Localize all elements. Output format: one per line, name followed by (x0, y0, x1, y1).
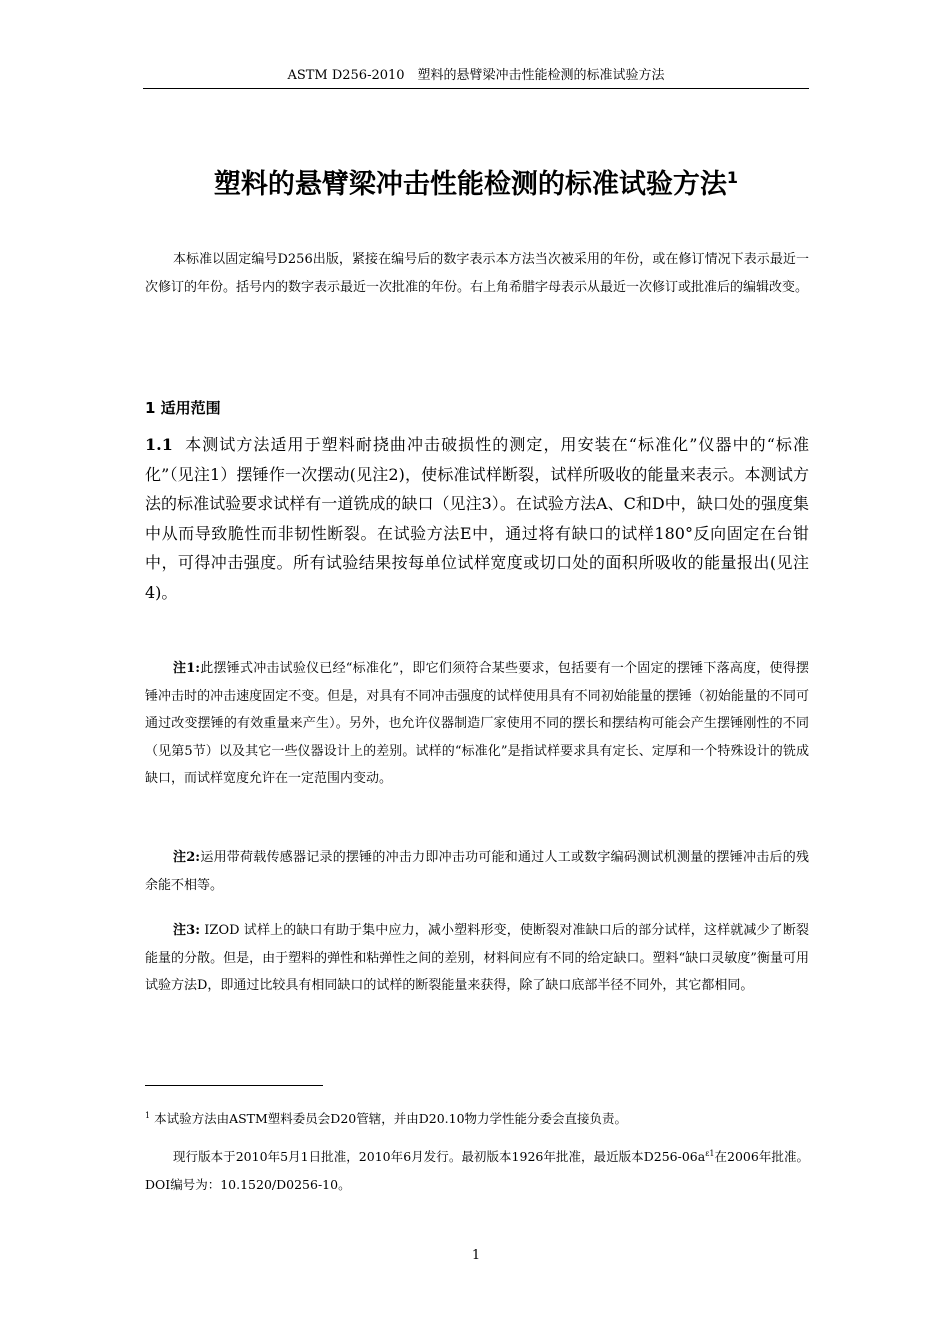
footnote-separator (145, 1085, 323, 1086)
section-heading-scope: 1 适用范围 (145, 399, 221, 417)
intro-paragraph: 本标准以固定编号D256出版，紧接在编号后的数字表示本方法当次被采用的年份，或在修订情况下表示最近一次修订的年份。括号内的数字表示最近一次批准的年份。右上角希腊字母表示从最近一次修订或批准后的编辑改变。 (145, 252, 809, 295)
note-text: IZOD 试样上的缺口有助于集中应力，减小塑料形变，使断裂对准缺口后的部分试样，这样就减少了断裂能量的分散。但是，由于塑料的弹性和粘弹性之间的差别，材料间应有不同的给定缺口。塑料“缺口灵敏度”衡量可用试验方法D，即通过比较具有相同缺口的试样的断裂能量来获得，除了缺口底部半径不同外，其它都相同。 (145, 923, 809, 993)
paragraph-number: 1.1 (145, 435, 173, 454)
note-1 (145, 655, 809, 793)
title-footnote-mark: 1 (726, 168, 739, 187)
paragraph-text: 本测试方法适用于塑料耐挠曲冲击破损性的测定，用安装在“标准化”仪器中的“标准化”（见注1）摆锤作一次摆动(见注2)，使标准试样断裂，试样所吸收的能量来表示。本测试方法的标准试验要求试样有一道铣成的缺口（见注3）。在试验方法A、C和D中，缺口处的强度集中从而导致脆性而非韧性断裂。在试验方法E中，通过将有缺口的试样180°反向固定在台钳中，可得冲击强度。所有试验结果按每单位试样宽度或切口处的面积所吸收的能量报出(见注4)。 (145, 435, 809, 602)
note-text: 运用带荷载传感器记录的摆锤的冲击力即冲击功可能和通过人工或数字编码测试机测量的摆锤冲击后的残余能不相等。 (145, 850, 809, 893)
paragraph-1-1 (145, 430, 809, 607)
note-label: 注1: (173, 661, 201, 676)
note-2 (145, 844, 809, 899)
note-text: 此摆锤式冲击试验仪已经“标准化”，即它们须符合某些要求，包括要有一个固定的摆锤下落高度，使得摆锤冲击时的冲击速度固定不变。但是，对具有不同冲击强度的试样使用具有不同初始能量的摆锤（初始能量的不同可通过改变摆锤的有效重量来产生）。另外，也允许仪器制造厂家使用不同的摆长和摆结构可能会产生摆锤刚性的不同（见第5节）以及其它一些仪器设计上的差别。试样的“标准化”是指试样要求具有定长、定厚和一个特殊设计的铣成缺口，而试样宽度允许在一定范围内变动。 (145, 661, 809, 786)
document-title (143, 158, 809, 205)
footnote-1 (145, 1104, 809, 1131)
page-number: 1 (471, 1248, 481, 1263)
footnote-text: 本试验方法由ASTM塑料委员会D20管辖，并由D20.10物力学性能分委会直接负责。 (150, 1111, 628, 1127)
footnote-mark: 1 (145, 1111, 151, 1120)
note-3 (145, 917, 809, 1000)
footnote-text-pre: 现行版本于2010年5月1日批准，2010年6月发行。最初版本1926年批准，最近版本D256-06a (173, 1149, 706, 1165)
running-header: ASTM D256-2010 塑料的悬臂梁冲击性能检测的标准试验方法 (287, 68, 665, 83)
note-label: 注3: (173, 923, 200, 938)
header-divider (143, 88, 809, 89)
title-text: 塑料的悬臂梁冲击性能检测的标准试验方法 (213, 169, 727, 200)
note-label: 注2: (173, 850, 201, 865)
footnote-approval (145, 1140, 809, 1199)
footnote-superscript: ε1 (705, 1149, 715, 1158)
footnote-text-post: 在2006年批准。DOI编号为：10.1520/D0256-10。 (145, 1149, 810, 1193)
